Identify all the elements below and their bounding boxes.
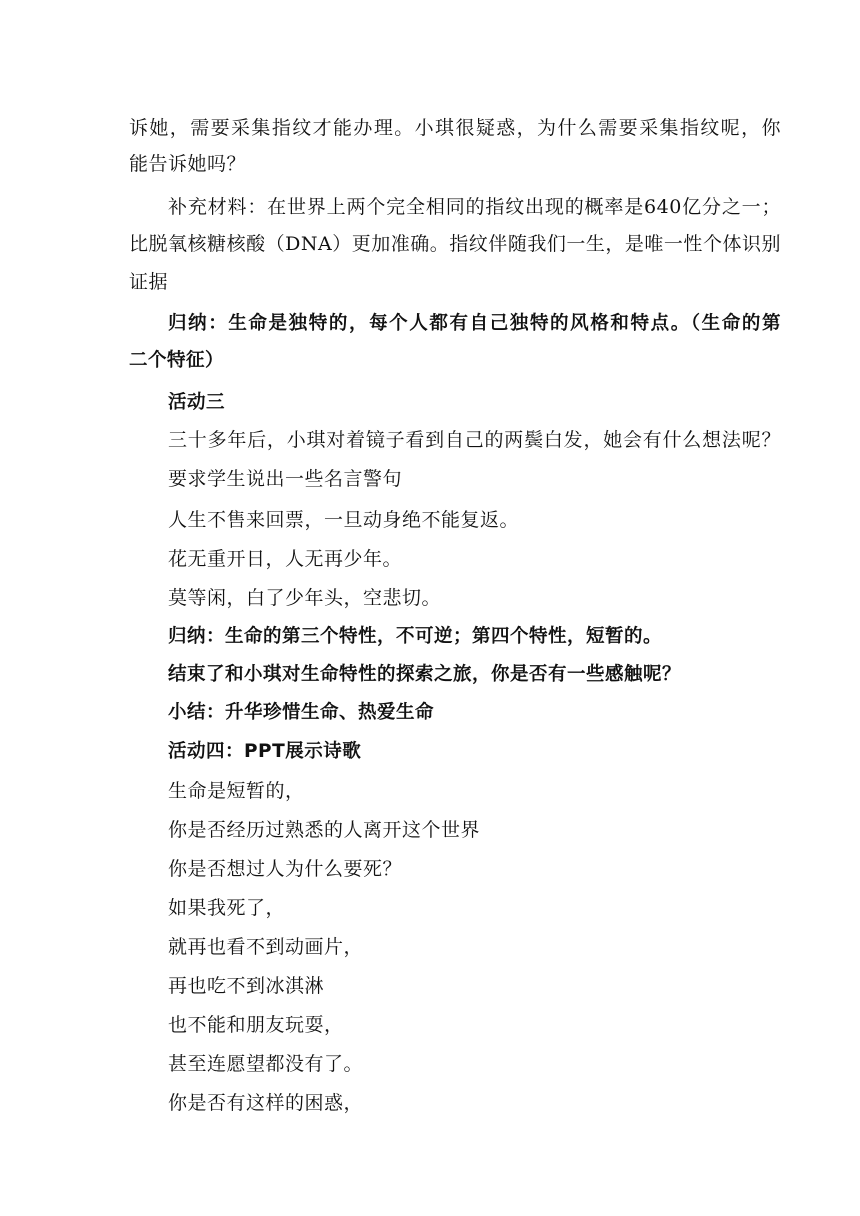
activity-three-heading: 活动三 [168,392,226,413]
summary-heading-continued: 二个特征） [129,350,225,371]
poem-line: 就再也看不到动画片， [168,936,364,958]
reflection-question: 结束了和小琪对生命特性的探索之旅，你是否有一些感触呢？ [168,664,682,685]
poem-line: 你是否想过人为什么要死？ [168,858,403,880]
poem-line: 再也吃不到冰淇淋 [168,975,325,997]
poem-line: 生命是短暂的， [168,780,305,802]
summary-heading: 归纳：生命是独特的，每个人都有自己独特的风格和特点。（生命的第 [168,313,781,334]
paragraph-line: 要求学生说出一些名言警句 [168,468,403,490]
quote-line: 人生不售来回票，一旦动身绝不能复返。 [168,509,520,531]
paragraph-line: 三十多年后，小琪对着镜子看到自己的两鬓白发，她会有什么想法呢？ [168,429,781,451]
paragraph-line: 诉她，需要采集指纹才能办理。小琪很疑惑，为什么需要采集指纹呢，你 [129,117,781,139]
conclusion-heading: 小结：升华珍惜生命、热爱生命 [168,702,435,723]
poem-line: 如果我死了， [168,897,286,919]
quote-line: 莫等闲，白了少年头，空悲切。 [168,587,442,609]
supplementary-material-line: 补充材料：在世界上两个完全相同的指纹出现的概率是640亿分之一； [168,196,781,218]
paragraph-line: 证据 [129,271,169,293]
poem-line: 甚至连愿望都没有了。 [168,1053,364,1075]
quote-line: 花无重开日，人无再少年。 [168,548,403,570]
summary-heading: 归纳：生命的第三个特性，不可逆；第四个特性，短暂的。 [168,626,663,647]
poem-line: 你是否经历过熟悉的人离开这个世界 [168,819,481,841]
poem-line: 也不能和朋友玩耍， [168,1014,344,1036]
poem-line: 你是否有这样的困惑， [168,1092,364,1114]
paragraph-line: 能告诉她吗？ [129,153,247,175]
activity-four-heading: 活动四：PPT展示诗歌 [168,741,362,762]
paragraph-line: 比脱氧核糖核酸（DNA）更加准确。指纹伴随我们一生，是唯一性个体识别 [129,233,781,255]
